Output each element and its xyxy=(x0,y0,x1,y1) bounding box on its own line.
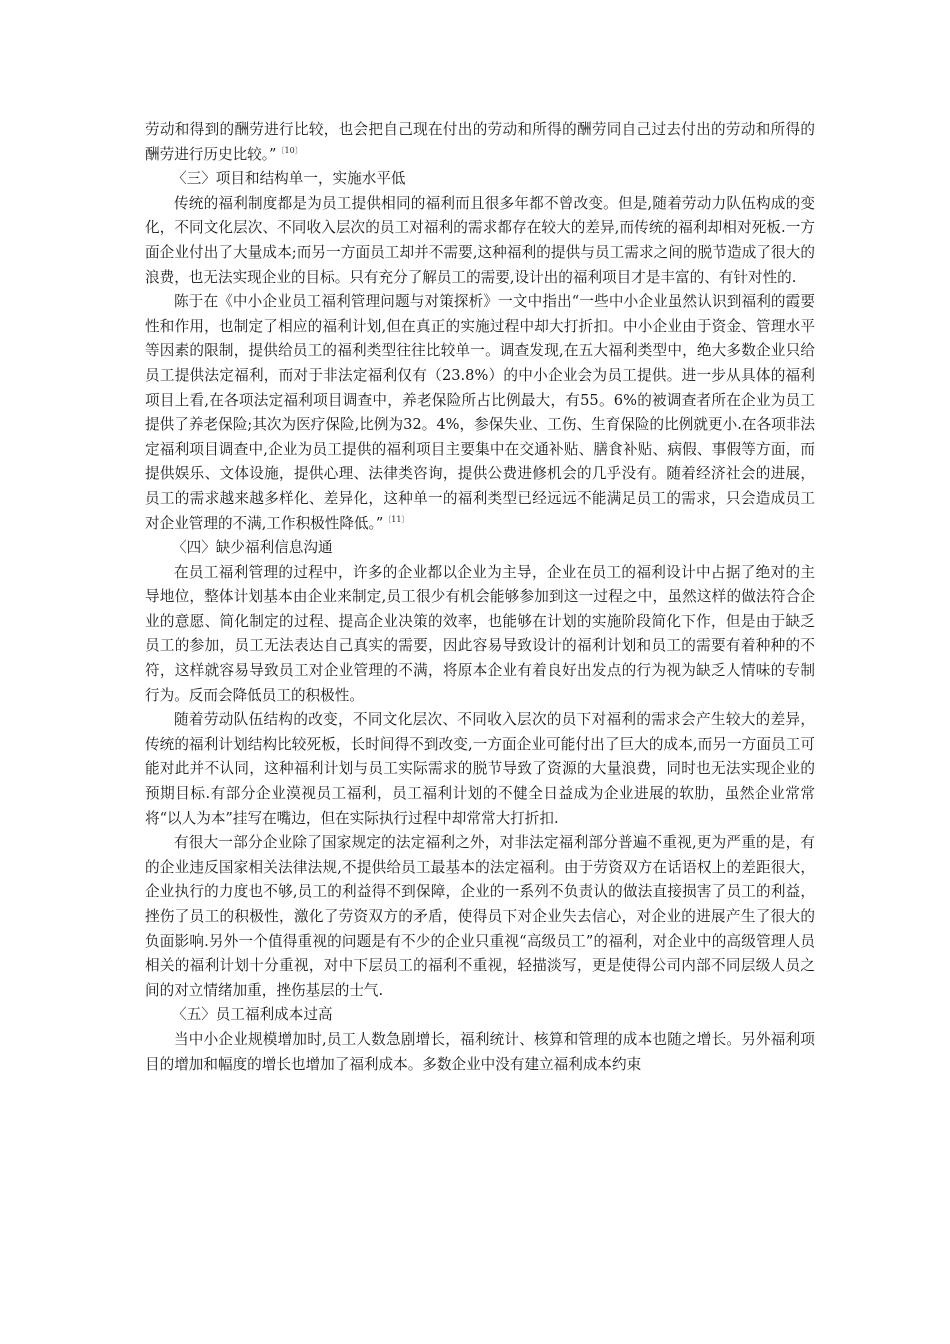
paragraph: 当中小企业规模增加时,员工人数急剧增长，福利统计、核算和管理的成本也随之增长。另外福利项目的增加和幅度的增长也增加了福利成本。多数企业中没有建立福利成本约束 xyxy=(145,1030,815,1073)
citation-ref: 〔10〕 xyxy=(276,145,303,155)
section-heading: 〈四〉缺少福利信息沟通 xyxy=(172,539,333,557)
paragraph: 陈于在《中小企业员工福利管理问题与对策探析》一文中指出“一些中小企业虽然认识到福利的霞要性和作用，也制定了相应的福利计划,但在真正的实施过程中却大打折扣。中小企业由于资金、管理水平等因素的限制，提供给员工的福利类型往往比较单一。调查发现,在五大福利类型中，绝大多数企业只给员工提供法定福利，而对于非法定福利仅有（23.8%）的中小企业会为员工提供。进一步从具体的福利项目上看,在各项法定福利项目调查中，养老保险所占比例最大，有55。6%的被调查者所在企业为员工提供了养老保险;其次为医疗保险,比例为32。4%，参保失业、工伤、生育保险的比例就更小.在各项非法定福利项目调查中,企业为员工提供的福利项目主要集中在交通补贴、膳食补贴、病假、事假等方面，而提供娱乐、文体设施，提供心理、法律类咨询，提供公费进修机会的几乎没有。随着经济社会的进展，员工的需求越来越多样化、差异化，这种单一的福利类型已经远远不能满足员工的需求，只会造成员工对企业管理的不满,工作积极性降低。”$^{〔11〕}$ xyxy=(145,293,815,532)
paragraph: 在员工福利管理的过程中，许多的企业都以企业为主导，企业在员工的福利设计中占据了绝对的主导地位，整体计划基本由企业来制定,员工很少有机会能够参加到这一过程之中，虽然这样的做法符合企业的意愿、简化制定的过程、提高企业决策的效率，也能够在计划的实施阶段简化下作，但是由于缺乏员工的参加，员工无法表达自己真实的需要，因此容易导致设计的福利计划和员工的需要有着种种的不符，这样就容易导致员工对企业管理的不满，将原本企业有着良好出发点的行为视为缺乏人情味的专制行为。反而会降低员工的积极性。 xyxy=(145,563,815,704)
paragraph-continuation: 劳动和得到的酬劳进行比较，也会把自己现在付出的劳动和所得的酬劳同自己过去付出的劳动和所得的酬劳进行历史比较。”$^{〔10〕}$ xyxy=(145,121,815,163)
document-page xyxy=(145,118,815,1077)
paragraph: 有很大一部分企业除了国家规定的法定福利之外，对非法定福利部分普遍不重视,更为严重的是，有的企业违反国家相关法律法规,不提供给员工最基本的法定福利。由于劳资双方在话语权上的差距很大，企业执行的力度也不够,员工的利益得不到保障，企业的一系列不负责认的做法直接损害了员工的利益，挫伤了员工的积极性，激化了劳资双方的矛盾，使得员下对企业失去信心，对企业的进展产生了很大的负面影响.另外一个值得重视的问题是有不少的企业只重视“高级员工”的福利，对企业中的高级管理人员相关的福利计划十分重视，对中下层员工的福利不重视，轻描淡写，更是使得公司内部不同层级人员之间的对立情绪加重，挫伤基层的士气. xyxy=(145,834,815,999)
paragraph: 随着劳动队伍结构的改变，不同文化层次、不同收入层次的员下对福利的需求会产生较大的差异，传统的福利计划结构比较死板，长时间得不到改变,一方面企业可能付出了巨大的成本,而另一方面员工可能对此并不认同，这种福利计划与员工实际需求的脱节导致了资源的大量浪费，同时也无法实现企业的预期目标.有部分企业漠视员工福利，员工福利计划的不健全日益成为企业进展的软肋，虽然企业常常将“以人为本”挂写在嘴边，但在实际执行过程中却常常大打折扣. xyxy=(145,711,815,827)
citation-ref: 〔11〕 xyxy=(383,514,410,524)
section-heading: 〈三〉项目和结构单一，实施水平低 xyxy=(172,170,406,188)
paragraph: 传统的福利制度都是为员工提供相同的福利而且很多年都不曾改变。但是,随着劳动力队伍构成的变化，不同文化层次、不同收入层次的员工对福利的需求都存在较大的差异,而传统的福利却相对死板.一方面企业付出了大量成本;而另一方面员工却并不需要,这种福利的提供与员工需求之间的脱节造成了很大的浪费，也无法实现企业的目标。只有充分了解员工的需要,设计出的福利项目才是丰富的、有针对性的. xyxy=(145,194,815,286)
section-heading: 〈五〉员工福利成本过高 xyxy=(172,1006,333,1024)
